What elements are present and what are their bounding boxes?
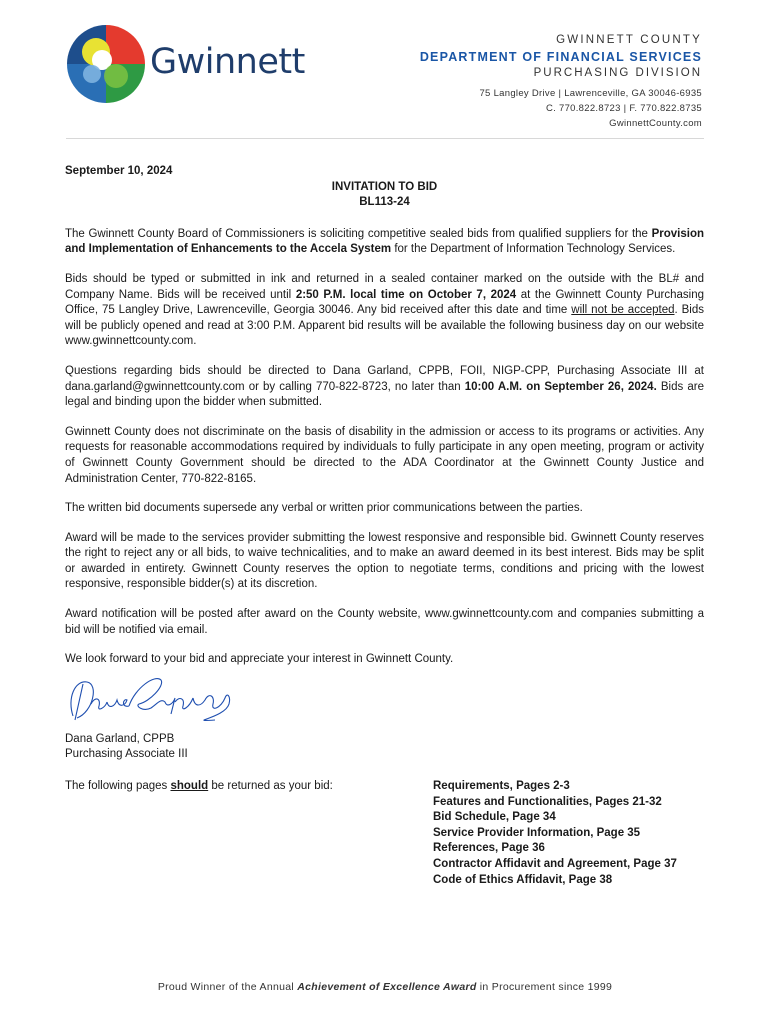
award-name: Achievement of Excellence Award xyxy=(297,981,477,993)
phone-fax: C. 770.822.8723 | F. 770.822.8735 xyxy=(545,103,702,114)
paragraph-closing: We look forward to your bid and appreciate your interest in Gwinnett County. xyxy=(65,653,454,666)
text: be returned as your bid: xyxy=(208,780,333,793)
due-date: 2:50 P.M. local time on October 7, 2024 xyxy=(295,288,517,301)
footer xyxy=(0,981,770,993)
department-name: DEPARTMENT OF FINANCIAL SERVICES xyxy=(419,50,702,64)
list-item: Service Provider Information, Page 35 xyxy=(433,826,641,839)
list-item: Bid Schedule, Page 34 xyxy=(433,811,556,824)
signer-name: Dana Garland, CPPB xyxy=(65,732,175,745)
paragraph-award: Award will be made to the services provider submitting the lowest responsive and responsible bid. Gwinnett County reserves the right to reject any or all bids, to waive technicalities, and to make an award deemed in its best interest. Bids may be split or awarded in entirety. Gwinnett County reserves the option to negotiate terms, conditions and pricing with the lowest responsive, responsible bidder(s) at its discretion. xyxy=(65,531,704,591)
paragraph-notification: Award notification will be posted after award on the County website, www.gwinnettcounty.com and companies submitting a bid will be notified via email. xyxy=(65,608,704,636)
text: Questions regarding bids should be directed to Dana Garland, CPPB, FOII, NIGP-CPP, Purchasing Associate III at dana.garland@gwinnettcounty.com or by calling 770-822-8723, no later than xyxy=(65,364,704,393)
question-deadline: 10:00 A.M. on September 26, 2024. xyxy=(464,380,657,393)
list-item: References, Page 36 xyxy=(433,842,545,855)
letter-title: INVITATION TO BID xyxy=(331,180,438,193)
address: 75 Langley Drive | Lawrenceville, GA 30046-6935 xyxy=(479,88,702,99)
website: GwinnettCounty.com xyxy=(609,118,702,129)
text: Bids should be typed or submitted in ink and returned in a sealed container marked on the outside with the BL# and Company Name. Bids will be received until xyxy=(65,272,704,301)
emphasis: should xyxy=(170,780,209,793)
text: for the Department of Information Technology Services. xyxy=(391,243,676,256)
paragraph-ada: Gwinnett County does not discriminate on the basis of disability in the admission or access to its programs or activities. Any requests for reasonable accommodations required by individuals to fully participate in any open meeting, program or activity of Gwinnett County Government should be directed to the ADA Coordinator at the Gwinnett County Justice and Administration Center, 770-822-8165. xyxy=(65,425,704,485)
list-item: Features and Functionalities, Pages 21-32 xyxy=(433,795,662,808)
division-name: PURCHASING DIVISION xyxy=(533,67,702,79)
return-pages-block xyxy=(65,779,704,888)
text: in Procurement since 1999 xyxy=(476,981,613,993)
bid-number: BL113-24 xyxy=(359,196,410,209)
logo-wordmark: Gwinnett xyxy=(150,42,305,82)
signer-block xyxy=(65,732,704,763)
paragraph-supersede: The written bid documents supersede any verbal or written prior communications between the parties. xyxy=(65,502,583,515)
paragraph-solicitation xyxy=(65,227,704,258)
signature-image xyxy=(65,668,235,732)
list-item: Contractor Affidavit and Agreement, Page 37 xyxy=(433,858,677,870)
signer-title: Purchasing Associate III xyxy=(65,748,188,761)
paragraph-submission xyxy=(65,272,704,350)
letter-body xyxy=(65,164,704,888)
text: The following pages xyxy=(65,780,171,793)
gwinnett-logo-icon xyxy=(66,24,146,104)
return-pages-list xyxy=(433,779,704,888)
late-warning: will not be accepted xyxy=(571,304,675,317)
list-item: Requirements, Pages 2-3 xyxy=(433,780,570,793)
text: The Gwinnett County Board of Commissioners is soliciting competitive sealed bids from qualified suppliers for the xyxy=(65,227,652,240)
text: Bids are legal and binding upon the bidder when submitted. xyxy=(65,380,704,409)
contact-info xyxy=(479,86,702,131)
list-item: Code of Ethics Affidavit, Page 38 xyxy=(433,873,613,886)
project-title: Provision and Implementation of Enhancements to the Accela System xyxy=(65,227,704,256)
text: . Bids will be publicly opened and read at 3:00 P.M. Apparent bid results will be available the following business day on our website www.gwinnettcounty.com. xyxy=(65,304,704,348)
text: Proud Winner of the Annual xyxy=(157,981,298,993)
county-name: GWINNETT COUNTY xyxy=(556,34,702,46)
text: at the Gwinnett County Purchasing Office, 75 Langley Drive, Lawrenceville, Georgia 30046. Any bid received after this date and time xyxy=(65,288,704,317)
department-header xyxy=(420,34,702,79)
header-divider xyxy=(66,138,704,139)
letter-date: September 10, 2024 xyxy=(65,165,173,177)
paragraph-questions xyxy=(65,364,704,411)
return-intro xyxy=(65,779,333,795)
